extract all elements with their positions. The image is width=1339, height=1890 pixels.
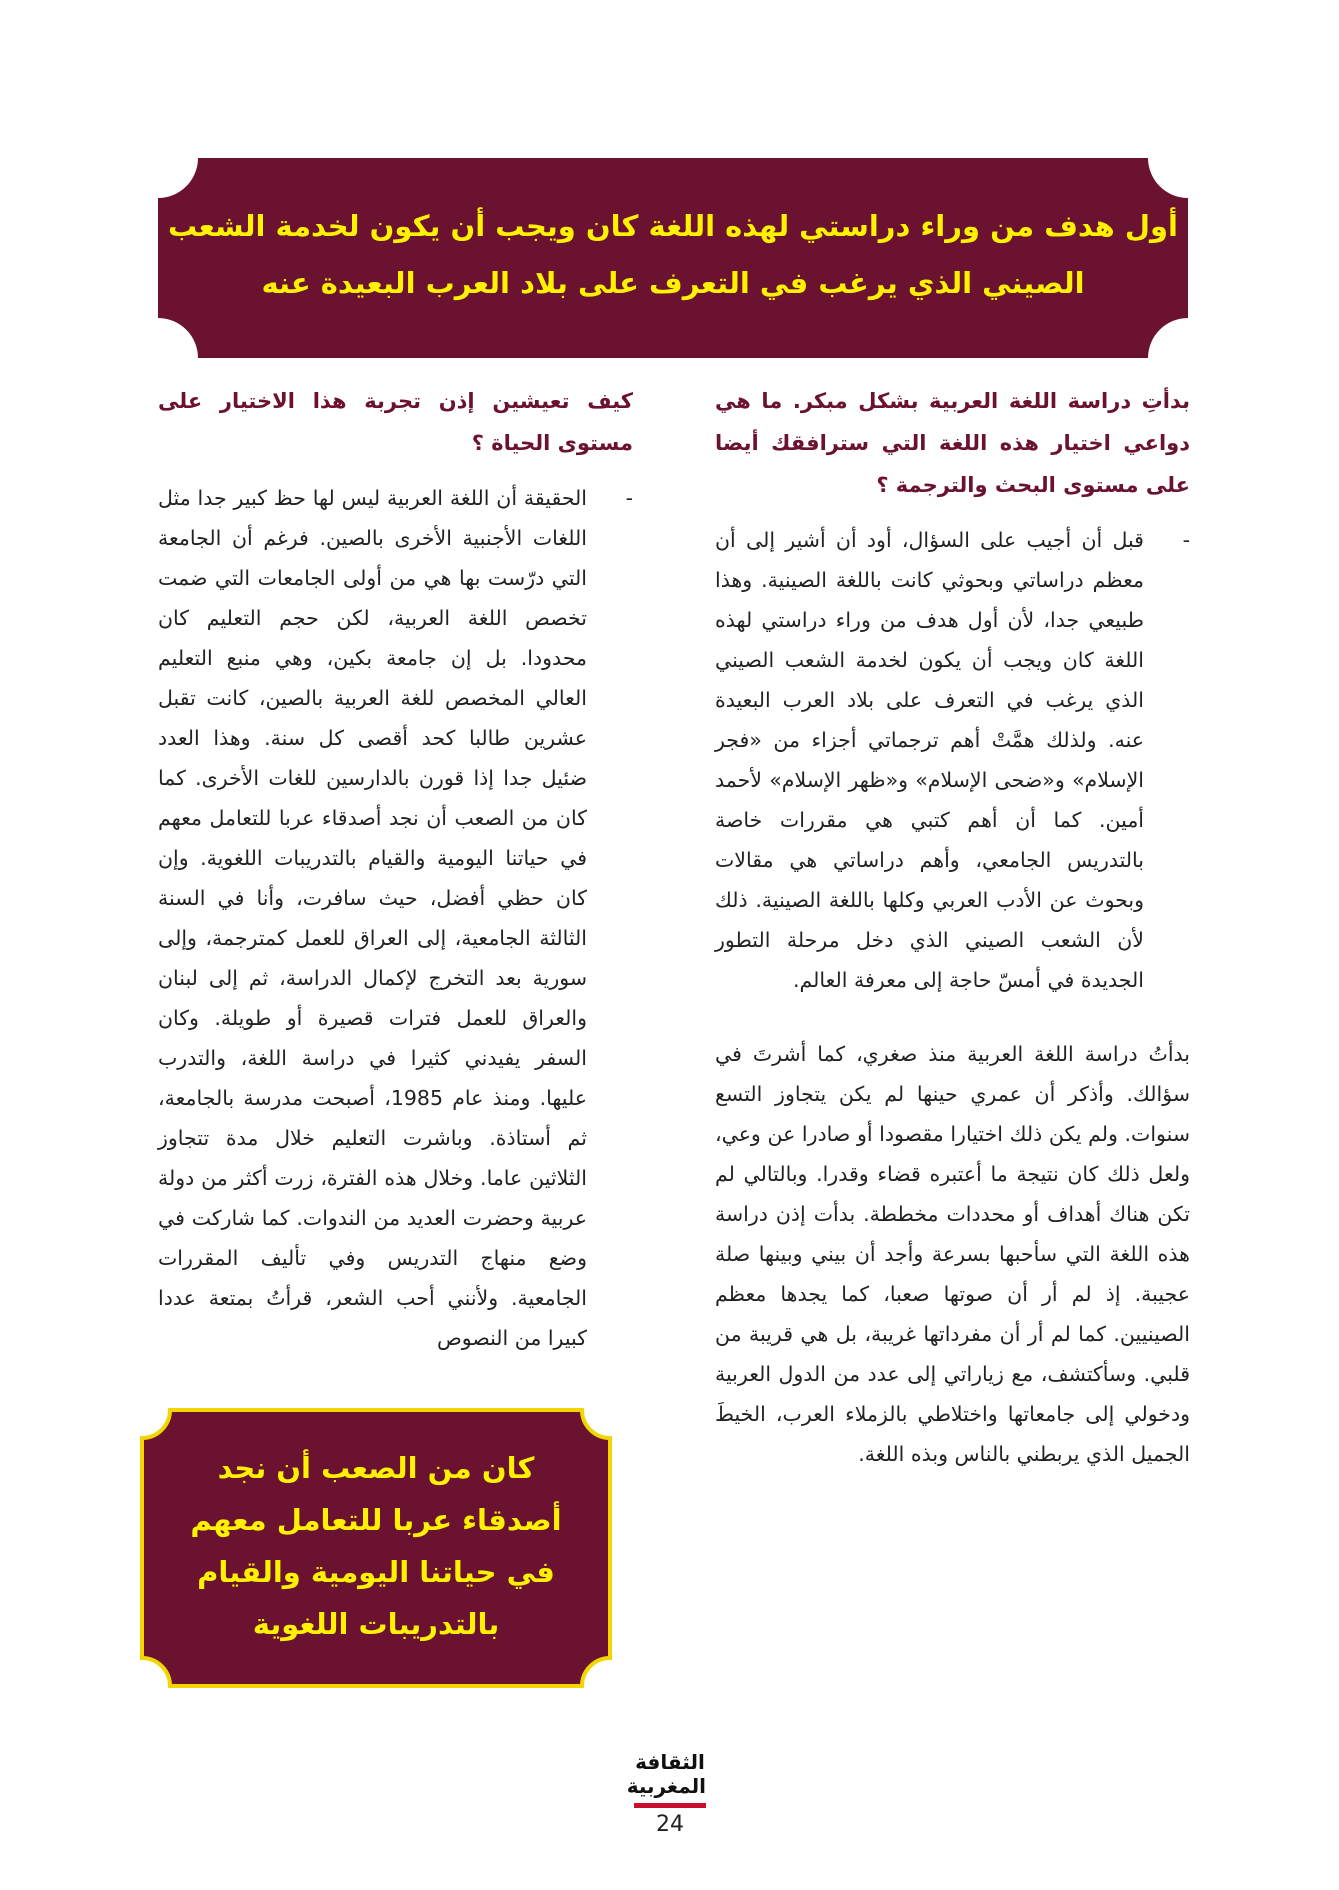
interview-question: كيف تعيشين إذن تجربة هذا الاختيار على مستوى الحياة ؟ — [158, 389, 633, 455]
answer-text: قبل أن أجيب على السؤال، أود أن أشير إلى أن معظم دراساتي وبحوثي كانت باللغة الصينية. وهذا طبيعي جدا، لأن أول هدف من وراء دراستي لهذه اللغة كان ويجب أن يكون لخدمة الشعب الصيني الذي يرغب في التعرف على بلاد العرب البعيدة عنه. ولذلك همَّتْ أهم ترجماتي أجزاء من «فجر الإسلام» و«ضحى الإسلام» و«ظهر الإسلام» لأحمد أمين. كما أن أهم كتبي هي مقررات خاصة بالتدريس الجامعي، وأهم دراساتي هي مقالات وبحوث عن الأدب العربي وكلها باللغة الصينية. ذلك لأن الشعب الصيني الذي دخل مرحلة التطور الجديدة في أمسّ حاجة إلى معرفة العالم. — [715, 528, 1144, 992]
answer-dash: - — [625, 486, 633, 510]
answer-text: الحقيقة أن اللغة العربية ليس لها حظ كبير جدا مثل اللغات الأجنبية الأخرى بالصين. فرغم أن الجامعة التي درّست بها هي من أولى الجامعات التي ضمت تخصص اللغة العربية، لكن حجم التعليم كان محدودا. بل إن جامعة بكين، وهي منبع التعليم العالي المخصص للغة العربية بالصين، كانت تقبل عشرين طالبا كحد أقصى كل سنة. وهذا العدد ضئيل جدا إذا قورن بالدارسين للغات الأخرى. كما كان من الصعب أن نجد أصدقاء عربا للتعامل معهم في حياتنا اليومية والقيام بالتدريبات اللغوية. وإن كان حظي أفضل، حيث سافرت، وأنا في السنة الثالثة الجامعية، إلى العراق للعمل كمترجمة، وإلى سورية بعد التخرج لإكمال الدراسة، ثم إلى لبنان والعراق للعمل فترات قصيرة أو طويلة. وكان السفر يفيدني كثيرا في دراسة اللغة، والتدرب عليها. ومنذ عام 1985، أصبحت مدرسة بالجامعة، ثم أستاذة. وباشرت التعليم خلال مدة تتجاوز الثلاثين عاما. وخلال هذه الفترة، زرت أكثر من دولة عربية وحضرت العديد من الندوات. كما شاركت في وضع منهاج التدريس وفي تأليف المقررات الجامعية. ولأنني أحب الشعر، قرأتُ بمتعة عددا كبيرا من النصوص — [158, 486, 588, 1350]
logo-line: الثقافة — [635, 1750, 705, 1774]
pull-quote-box — [140, 1408, 612, 1688]
pull-quote-text: كان من الصعب أن نجد أصدقاء عربا للتعامل معهم في حياتنا اليومية والقيام بالتدريبات اللغوية — [190, 1451, 562, 1641]
answer-dash: - — [1182, 528, 1190, 552]
right-column — [715, 380, 1190, 1474]
answer-paragraph — [715, 520, 1190, 1000]
answer-paragraph: بدأتُ دراسة اللغة العربية منذ صغري، كما أشرتَ في سؤالك. وأذكر أن عمري حينها لم يكن يتجاوز التسع سنوات. ولم يكن ذلك اختيارا مقصودا أو صادرا عن وعي، ولعل ذلك كان نتيجة ما أعتبره قضاء وقدرا. وبالتالي لم تكن هناك أهداف أو محددات مخططة. بدأت إذن دراسة هذه اللغة التي سأحبها بسرعة وأجد أن بيني وبينها صلة عجيبة. إذ لم أر أن صوتها صعبا، كما يجدها معظم الصينيين. كما لم أر أن مفرداتها غريبة، بل هي قريبة من قلبي. وسأكتشف، مع زياراتي إلى عدد من الدول العربية ودخولي إلى جامعاتها واختلاطي بالزملاء العرب، الخيطَ الجميل الذي يربطني بالناس وبذه اللغة. — [715, 1042, 1190, 1466]
left-column — [158, 380, 633, 1358]
page-number: 24 — [656, 1812, 684, 1837]
magazine-logo — [626, 1750, 706, 1808]
logo-underline — [634, 1803, 706, 1808]
banner-quote-text: أول هدف من وراء دراستي لهذه اللغة كان ويجب أن يكون لخدمة الشعب الصيني الذي يرغب في التعرف على بلاد العرب البعيدة عنه — [167, 209, 1178, 300]
interview-question: بدأتِ دراسة اللغة العربية بشكل مبكر. ما هي دواعي اختيار هذه اللغة التي سترافقك أيضا على مستوى البحث والترجمة ؟ — [715, 389, 1190, 497]
pull-quote-banner — [158, 158, 1188, 358]
logo-line: المغربية — [626, 1774, 706, 1798]
answer-paragraph — [158, 478, 633, 1358]
